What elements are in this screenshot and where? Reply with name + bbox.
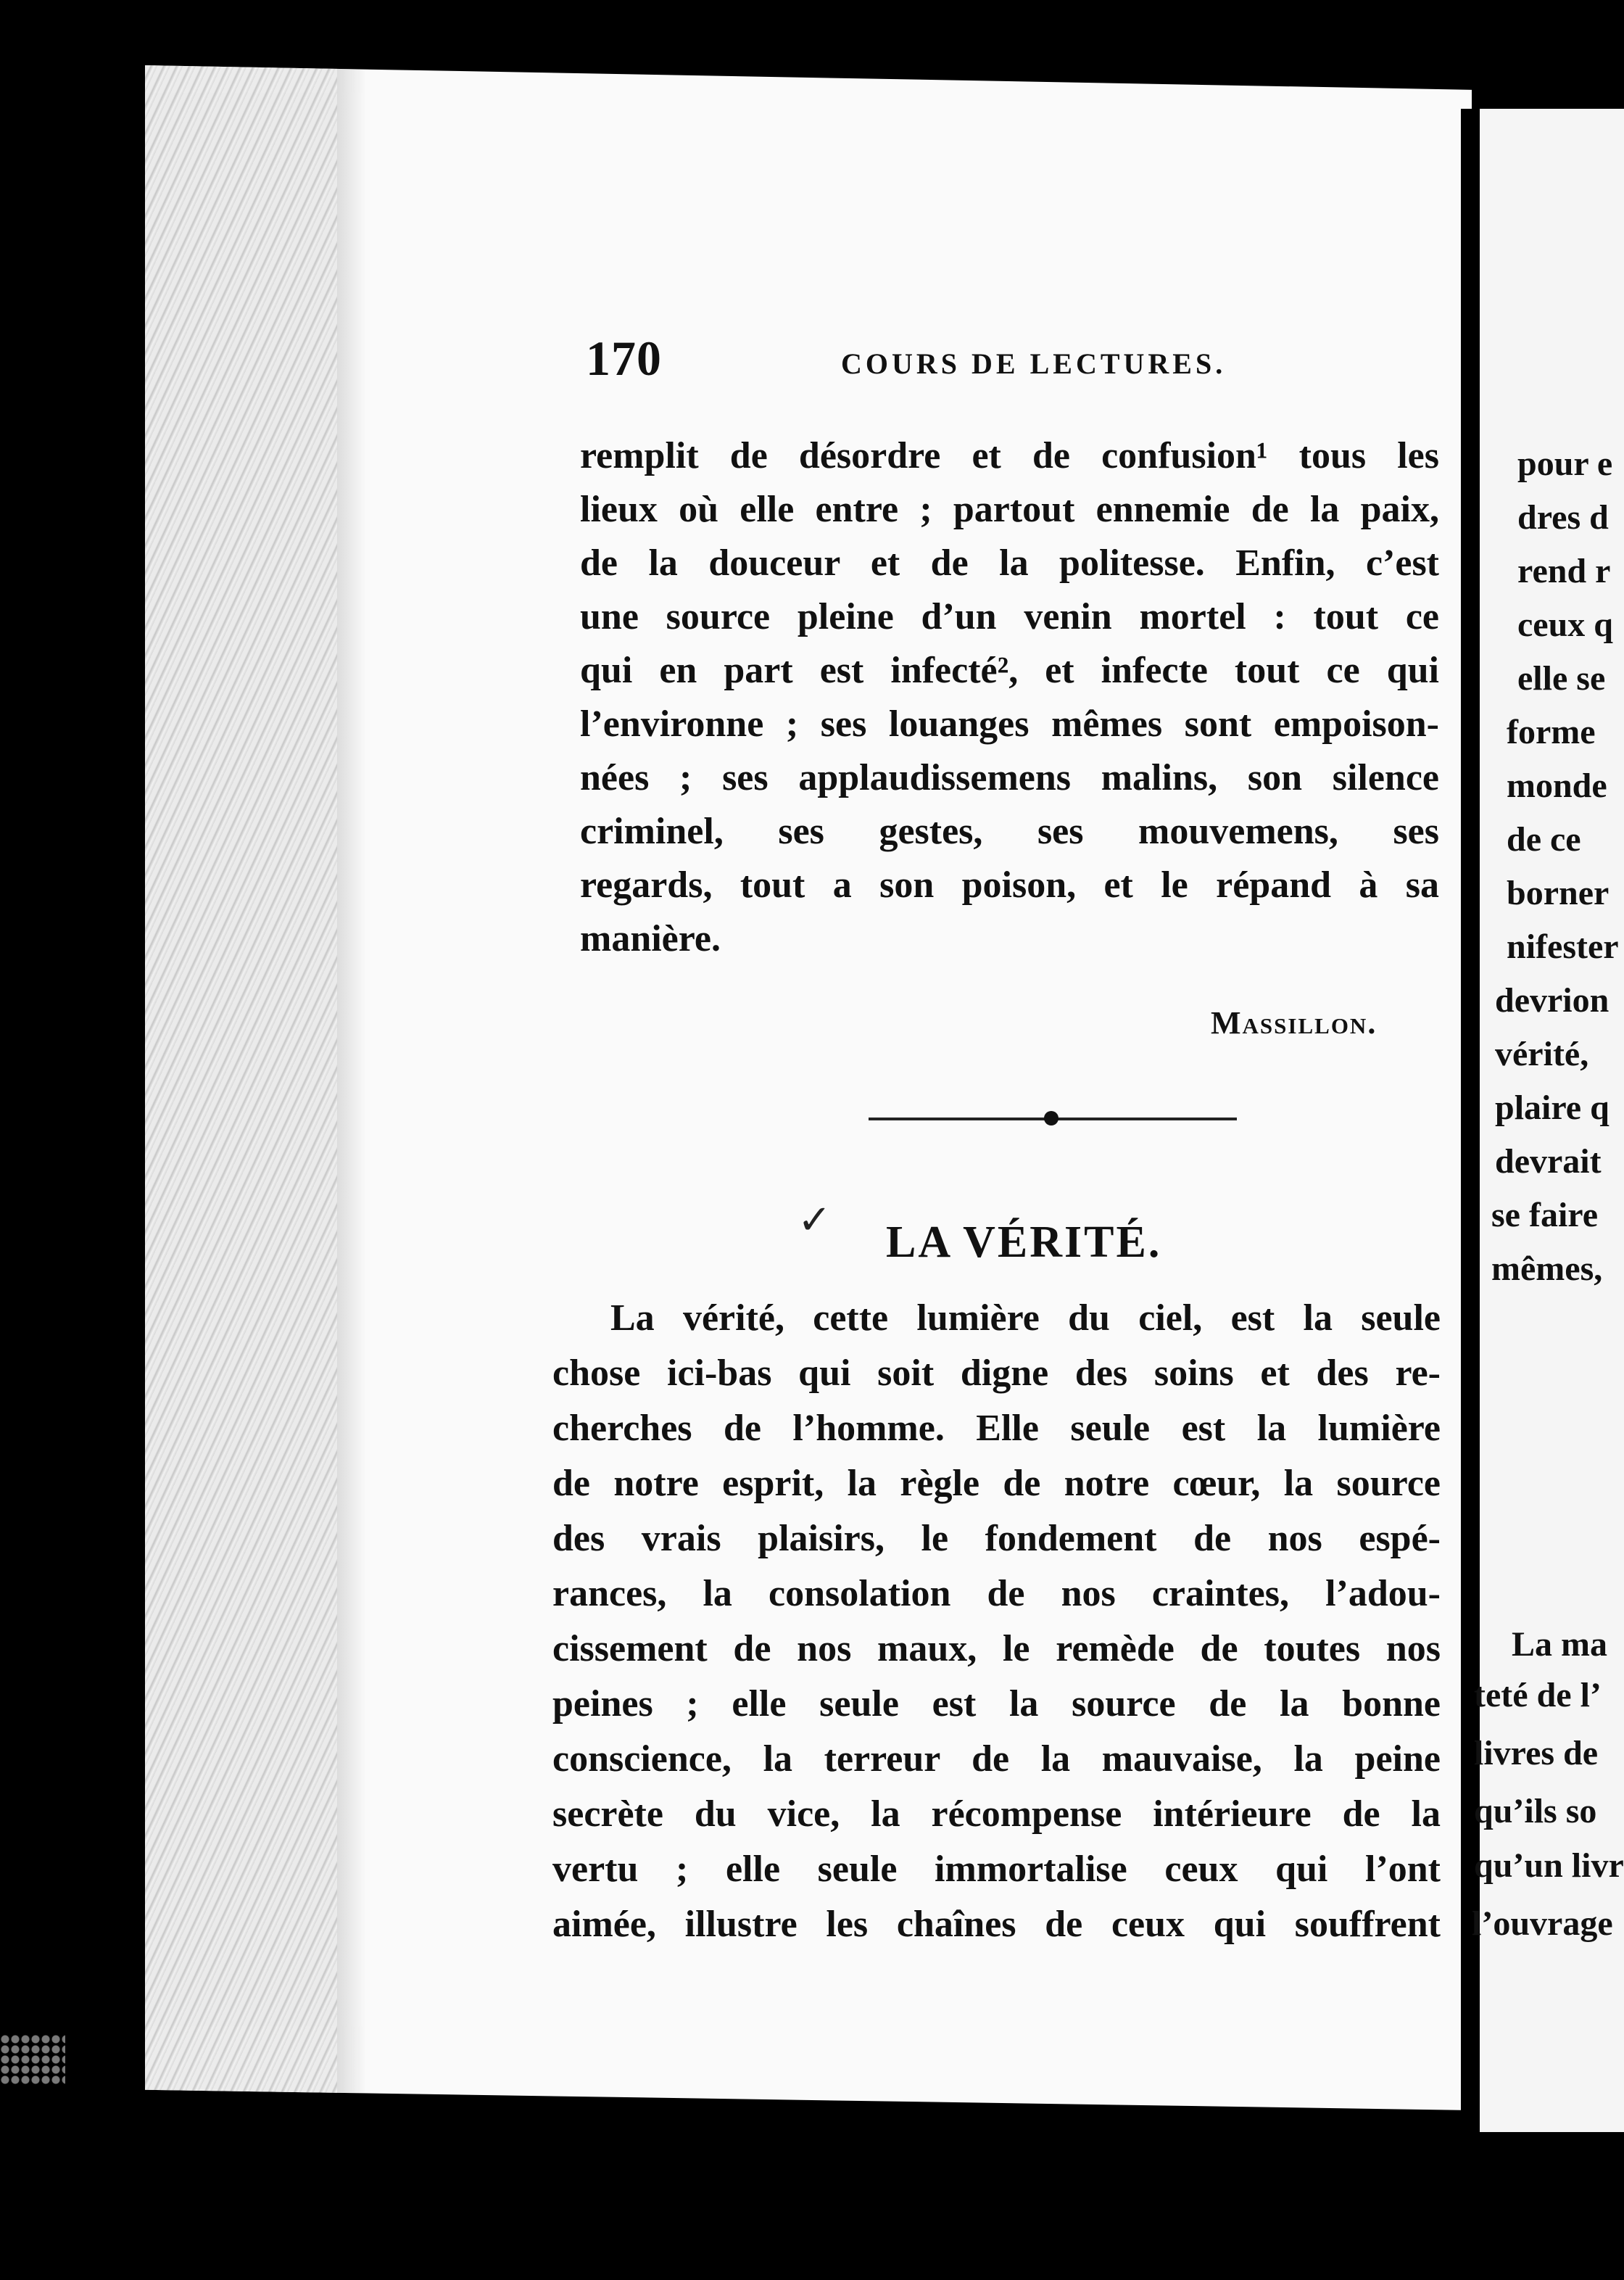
right-page-fragment: devrion (1495, 981, 1610, 1020)
text-line: cherches de l’homme. Elle seule est la lumière (552, 1408, 1441, 1449)
right-page-fragment: l’ouvrage (1472, 1904, 1613, 1943)
section-title: LA VÉRITÉ. (886, 1218, 1162, 1267)
text-line: manière. (580, 918, 721, 959)
text-line: criminel, ses gestes, ses mouvemens, ses (580, 811, 1439, 852)
text-line: de notre esprit, la règle de notre cœur, la source (552, 1463, 1441, 1504)
author-signature: Massillon. (1211, 1005, 1378, 1041)
right-page-fragment: plaire q (1495, 1089, 1610, 1127)
right-page-fragment: dres d (1517, 498, 1609, 537)
text-line: l’environne ; ses louanges mêmes sont empoison- (580, 703, 1439, 745)
text-line: conscience, la terreur de la mauvaise, la peine (552, 1738, 1441, 1780)
text-line: aimée, illustre les chaînes de ceux qui souffrent (552, 1904, 1441, 1945)
right-page-fragment: nifester (1507, 928, 1619, 966)
check-mark-icon: ✓ (798, 1197, 832, 1244)
text-line: des vrais plaisirs, le fondement de nos espé- (552, 1518, 1441, 1559)
text-line: une source pleine d’un venin mortel : tout ce (580, 596, 1439, 637)
text-line: lieux où elle entre ; partout ennemie de la paix, (580, 489, 1439, 530)
text-line: peines ; elle seule est la source de la bonne (552, 1683, 1441, 1725)
paragraph-continued (580, 429, 1439, 966)
right-page-fragment: teté de l’ (1474, 1676, 1602, 1714)
right-page-fragment: de ce (1507, 820, 1581, 859)
right-page-fragment: borner (1507, 874, 1610, 912)
text-line: qui en part est infecté², et infecte tout ce qui (580, 650, 1439, 691)
right-page-fragment: rend r (1517, 552, 1611, 590)
scan-artifact (0, 2034, 65, 2085)
running-header: COURS DE LECTURES. (841, 347, 1227, 380)
text-line: regards, tout a son poison, et le répand à sa (580, 864, 1439, 906)
text-line: nées ; ses applaudissemens malins, son silence (580, 757, 1439, 798)
right-page-fragment: forme (1507, 713, 1596, 751)
text-line: rances, la consolation de nos craintes, l’adou- (552, 1573, 1441, 1614)
right-page-fragment: La ma (1512, 1625, 1607, 1664)
page-fore-edge (145, 65, 337, 2110)
text-line: chose ici-bas qui soit digne des soins et des re- (552, 1352, 1441, 1394)
right-page-fragment: devrait (1495, 1142, 1602, 1181)
page-number: 170 (586, 331, 662, 386)
right-page-fragment: qu’un livr (1474, 1846, 1624, 1885)
right-page-fragment: elle se (1517, 659, 1606, 698)
right-page-fragment: livres de (1474, 1734, 1599, 1772)
right-page-fragment: monde (1507, 767, 1607, 805)
right-page-fragment: ceux q (1517, 606, 1613, 644)
text-line: La vérité, cette lumière du ciel, est la seule (610, 1297, 1441, 1339)
paragraph-la-verite (552, 1291, 1441, 1952)
text-line: de la douceur et de la politesse. Enfin, c’est (580, 542, 1439, 584)
right-page-fragment: vérité, (1495, 1035, 1589, 1073)
right-page-fragment: pour e (1517, 445, 1613, 483)
right-page-fragment: se faire (1491, 1196, 1599, 1234)
text-line: cissement de nos maux, le remède de toutes nos (552, 1628, 1441, 1669)
right-page-fragment: mêmes, (1491, 1250, 1603, 1288)
right-page-fragment: qu’ils so (1474, 1792, 1597, 1830)
text-line: vertu ; elle seule immortalise ceux qui l’ont (552, 1849, 1441, 1890)
text-line: secrète du vice, la récompense intérieure de la (552, 1793, 1441, 1835)
text-line: remplit de désordre et de confusion¹ tous les (580, 435, 1439, 476)
divider-ornament (1044, 1111, 1058, 1125)
